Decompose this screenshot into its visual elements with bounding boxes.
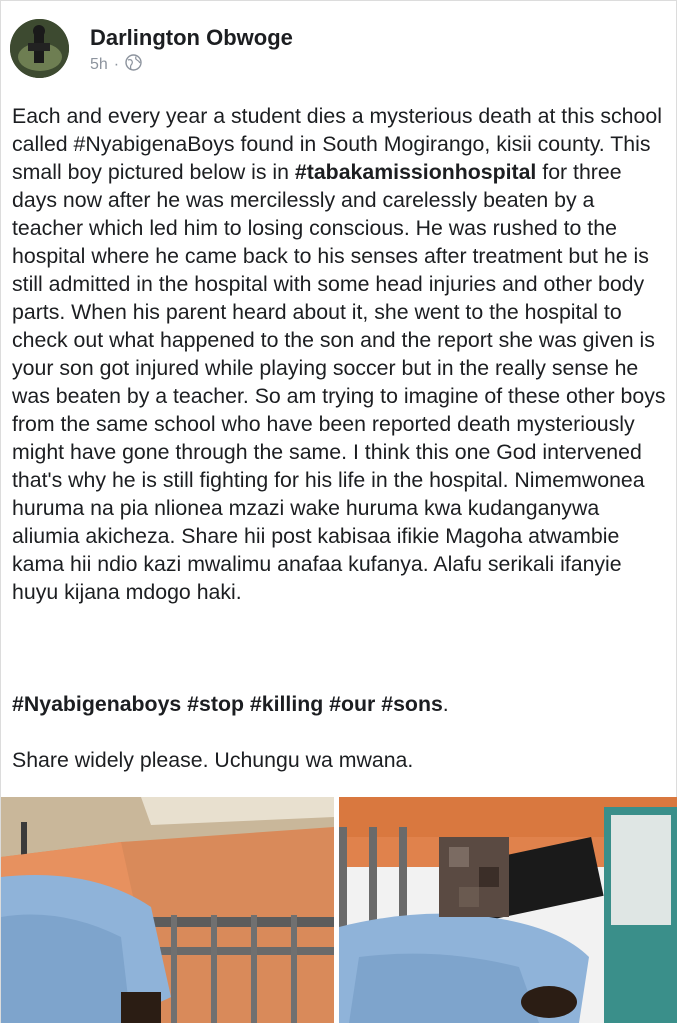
post-text-part-1: Each and every year a student dies a mysterious death at this school called #NyabigenaBoys found in South Mogirango, kisii county. This small boy pictured below is in	[12, 104, 668, 184]
author-name[interactable]: Darlington Obwoge	[90, 25, 293, 50]
hashtag-period: .	[442, 692, 449, 716]
post-photo-left[interactable]	[1, 797, 334, 1023]
post-text-part-2: for three days now after he was mercilessly and carelessly beaten by a teacher which led him to losing conscious. He was rushed to the hospital where he came back to his senses after treatment but he is still admitted in the hospital with some head injuries and other body parts. When his parent heard about it, she went to the hospital to check out what happened to the son and the report she was given is your son got injured while playing soccer but in the really sense he was beaten by a teacher. So am trying to imagine of these other boys from the same school who have been reported death mysteriously might have gone through the same. I think this one God intervened that's why he is still fighting for his life in the hospital. Nimemwonea huruma na pia nlionea mzazi wake huruma kwa kudanganywa aliumia akicheza. Share hii post kabisaa ifikie Magoha atwambie kama hii ndio kazi mwalimu anafaa kufanya. Alafu serikali ifanyie huyu kijana mdogo haki.	[12, 160, 672, 604]
author-avatar[interactable]	[10, 19, 69, 78]
post-time[interactable]: 5h	[90, 56, 108, 73]
globe-icon	[125, 54, 142, 76]
hashtag-link[interactable]: #tabakamissionhospital	[294, 160, 537, 184]
post-meta	[90, 54, 142, 76]
hashtag-links[interactable]: #Nyabigenaboys #stop #killing #our #sons	[12, 692, 443, 716]
hashtag-line	[12, 690, 449, 718]
post-body	[12, 102, 672, 606]
post-photo-right[interactable]	[339, 797, 677, 1023]
meta-separator: ·	[113, 56, 120, 73]
share-line: Share widely please. Uchungu wa mwana.	[12, 748, 414, 772]
